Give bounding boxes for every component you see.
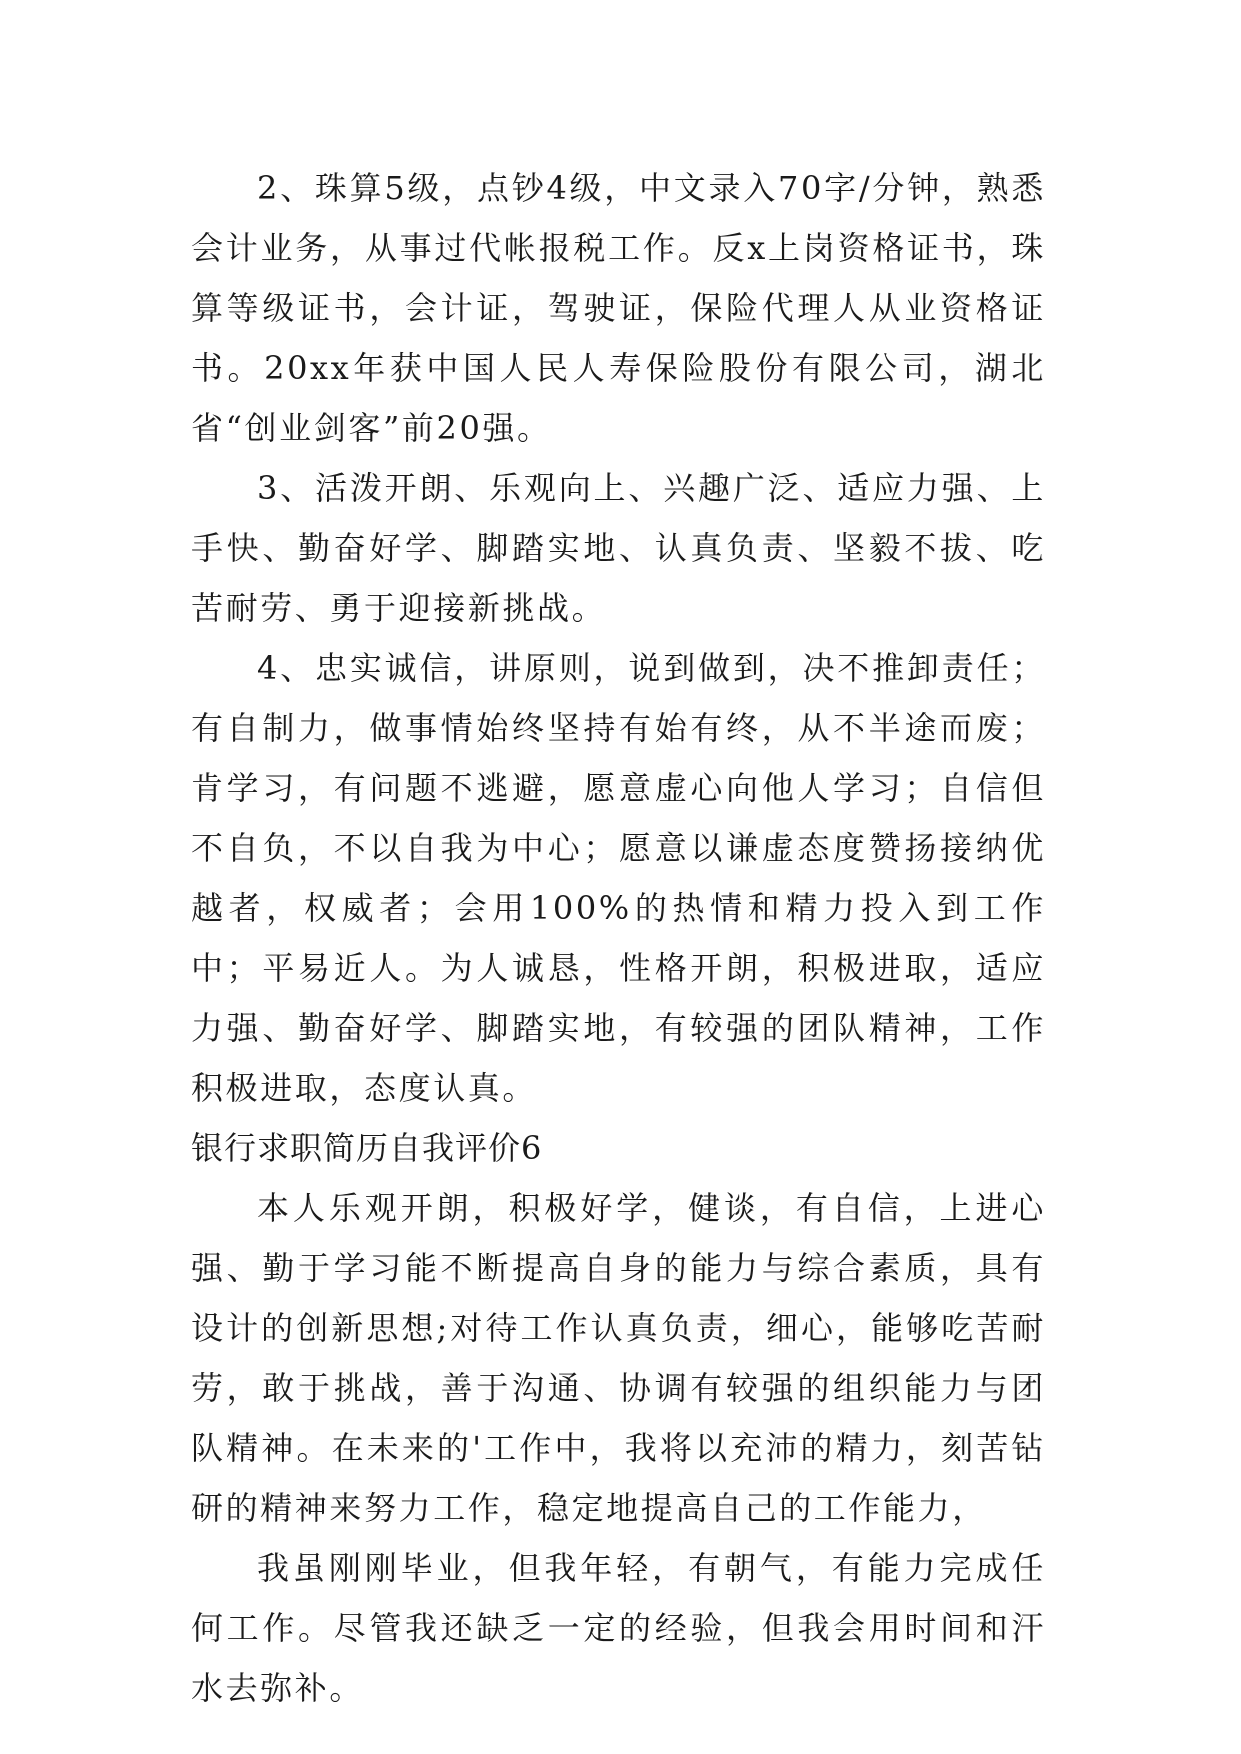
paragraph-item-3: 3、活泼开朗、乐观向上、兴趣广泛、适应力强、上手快、勤奋好学、脚踏实地、认真负责、坚毅不拔、吃苦耐劳、勇于迎接新挑战。 [191,469,1046,627]
paragraph-item-4: 4、忠实诚信，讲原则，说到做到，决不推卸责任；有自制力，做事情始终坚持有始有终，从不半途而废；肯学习，有问题不逃避，愿意虚心向他人学习；自信但不自负，不以自我为中心；愿意以谦虚态度赞扬接纳优越者，权威者；会用100%的热情和精力投入到工作中；平易近人。为人诚恳，性格开朗，积极进取，适应力强、勤奋好学、脚踏实地，有较强的团队精神，工作积极进取，态度认真。 [191,649,1046,1107]
paragraph-item-2: 2、珠算5级，点钞4级，中文录入70字/分钟，熟悉会计业务，从事过代帐报税工作。反x上岗资格证书，珠算等级证书，会计证，驾驶证，保险代理人从业资格证书。20xx年获中国人民人寿保险股份有限公司，湖北省“创业剑客”前20强。 [191,169,1046,447]
paragraph-self-evaluation: 本人乐观开朗，积极好学，健谈，有自信，上进心强、勤于学习能不断提高自身的能力与综合素质，具有设计的创新思想;对待工作认真负责，细心，能够吃苦耐劳，敢于挑战，善于沟通、协调有较强的组织能力与团队精神。在未来的'工作中，我将以充沛的精力，刻苦钻研的精神来努力工作，稳定地提高自己的工作能力， [191,1189,1046,1527]
section-heading: 银行求职简历自我评价6 [191,1129,543,1167]
document-body [191,158,1046,1718]
paragraph-graduate-statement: 我虽刚刚毕业，但我年轻，有朝气，有能力完成任何工作。尽管我还缺乏一定的经验，但我会用时间和汗水去弥补。 [191,1549,1046,1707]
